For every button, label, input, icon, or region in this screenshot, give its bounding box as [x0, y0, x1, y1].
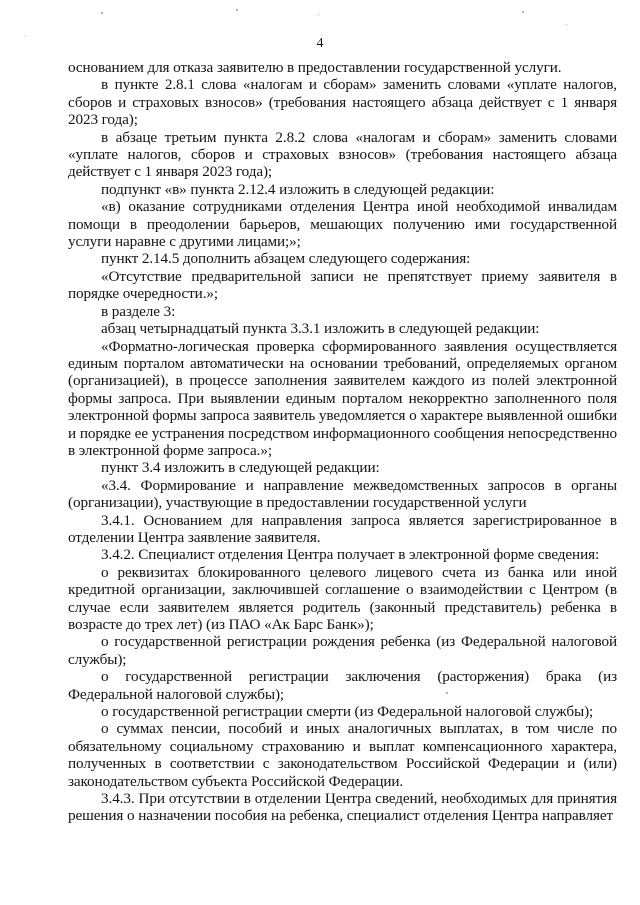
paragraph: о реквизитах блокированного целевого лицевого счета из банка или иной кредитной организации, заключившей соглашение о взаимодействии с Центром (в случае если заявителем является родитель (законный представитель) ребенка в возрасте до трех лет) (из ПАО «Ак Барс Банк»);	[68, 563, 617, 633]
paragraph: 3.4.3. При отсутствии в отделении Центра сведений, необходимых для принятия решения о назначении пособия на ребенка, специалист отделения Центра направляет	[68, 790, 617, 825]
paragraph: основанием для отказа заявителю в предоставлении государственной услуги.	[68, 59, 562, 76]
paragraph: о государственной регистрации смерти (из Федеральной налоговой службы);	[101, 703, 594, 721]
paragraph: пункт 2.14.5 дополнить абзацем следующего содержания:	[101, 250, 471, 268]
paragraph: абзац четырнадцатый пункта 3.3.1 изложить в следующей редакции:	[101, 320, 540, 338]
paragraph: в абзаце третьим пункта 2.8.2 слова «налогам и сборам» заменить словами «уплате налогов, сборов и страховых взносов» (требования настоящего абзаца действует с 1 января 2023 года);	[68, 128, 617, 181]
paragraph: «3.4. Формирование и направление межведомственных запросов в органы (организации), участвующие в предоставлении государственной услуги	[68, 476, 617, 512]
paragraph: 3.4.1. Основанием для направления запроса является зарегистрированное в отделении Центра заявление заявителя.	[68, 511, 617, 546]
paragraph: 3.4.2. Специалист отделения Центра получает в электронной форме сведения:	[101, 546, 600, 564]
scan-speck	[566, 24, 567, 25]
paragraph: о государственной регистрации заключения (расторжения) брака (из Федеральной налоговой службы);	[68, 668, 617, 703]
scan-speck	[522, 11, 524, 13]
document-body	[68, 59, 617, 825]
scan-speck	[318, 14, 319, 15]
paragraph: пункт 3.4 изложить в следующей редакции:	[101, 459, 380, 477]
paragraph: в пункте 2.8.1 слова «налогам и сборам» заменить словами «уплате налогов, сборов и страховых взносов» (требования настоящего абзаца действует с 1 января 2023 года);	[68, 76, 617, 129]
paragraph: «в) оказание сотрудниками отделения Центра иной необходимой инвалидам помощи в преодолении барьеров, мешающих получению ими государственной услуги наравне с другими лицами;»;	[68, 198, 617, 251]
paragraph: подпункт «в» пункта 2.12.4 изложить в следующей редакции:	[101, 180, 495, 198]
scan-speck	[236, 9, 238, 11]
paragraph: о государственной регистрации рождения ребенка (из Федеральной налоговой службы);	[68, 633, 617, 668]
paragraph: о суммах пенсии, пособий и иных аналогичных выплатах, в том числе по обязательному социальному страхованию и выплат компенсационного характера, полученных в соответствии с законодательством Российской Федерации и (или) законодательством субъекта Российской Федерации.	[68, 720, 617, 790]
page-number: 4	[316, 36, 324, 51]
scan-speck	[101, 12, 103, 14]
paragraph: «Отсутствие предварительной записи не препятствует приему заявителя в порядке очередности.»;	[68, 267, 617, 303]
paragraph: «Форматно-логическая проверка сформированного заявления осуществляется единым порталом автоматически на основании требований, определяемых органом (организацией), в процессе заполнения заявителем каждого из полей электронной формы запроса. При выявлении единым порталом некорректно заполненного поля электронной формы запроса заявитель уведомляется о характере выявленной ошибки и порядке ее устранения посредством информационного сообщения непосредственно в электронной форме запроса.»;	[68, 337, 617, 459]
paragraph: в разделе 3:	[101, 302, 176, 320]
